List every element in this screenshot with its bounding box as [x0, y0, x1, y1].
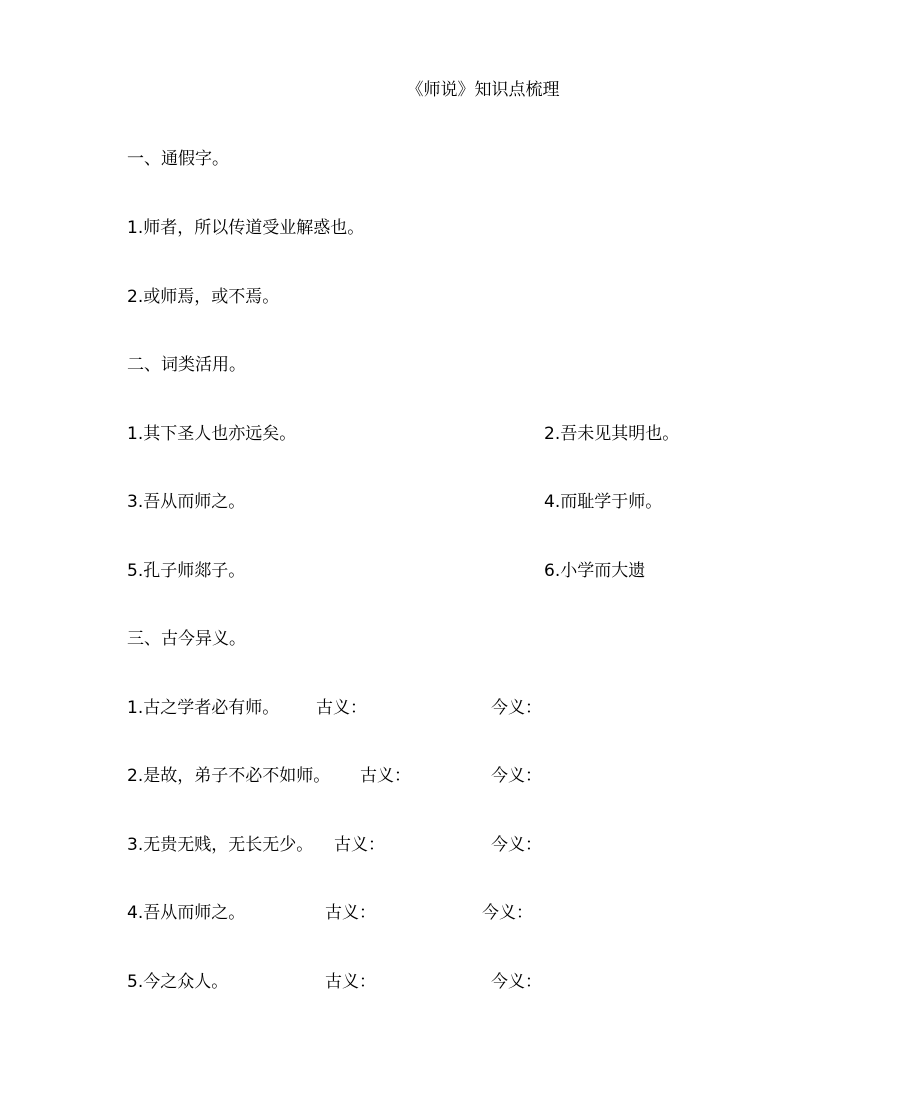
section-heading-gujinyiyi: 三、古今异义。: [127, 629, 246, 649]
page-title: 《师说》知识点梳理: [406, 80, 560, 100]
list-item: 3.无贵无贱，无长无少。: [127, 835, 314, 855]
list-item: 5.孔子师郯子。: [127, 561, 246, 581]
list-item: 3.吾从而师之。: [127, 492, 246, 512]
list-item: 1.其下圣人也亦远矣。: [127, 424, 297, 444]
ancient-meaning-label: 古义：: [325, 972, 376, 992]
modern-meaning-label: 今义：: [491, 835, 542, 855]
list-item: 4.吾从而师之。: [127, 903, 246, 923]
section-heading-tongjiazi: 一、通假字。: [127, 149, 229, 169]
list-item: 1.师者，所以传道受业解惑也。: [127, 218, 365, 238]
modern-meaning-label: 今义：: [491, 972, 542, 992]
ancient-meaning-label: 古义：: [334, 835, 385, 855]
ancient-meaning-label: 古义：: [316, 698, 367, 718]
list-item: 6.小学而大遗: [544, 561, 646, 581]
modern-meaning-label: 今义：: [482, 903, 533, 923]
section-heading-cileihuoyong: 二、词类活用。: [127, 355, 246, 375]
list-item: 4.而耻学于师。: [544, 492, 663, 512]
ancient-meaning-label: 古义：: [360, 766, 411, 786]
list-item: 2.是故，弟子不必不如师。: [127, 766, 331, 786]
list-item: 2.吾未见其明也。: [544, 424, 680, 444]
modern-meaning-label: 今义：: [491, 698, 542, 718]
list-item: 2.或师焉，或不焉。: [127, 287, 280, 307]
ancient-meaning-label: 古义：: [325, 903, 376, 923]
modern-meaning-label: 今义：: [491, 766, 542, 786]
list-item: 5.今之众人。: [127, 972, 229, 992]
list-item: 1.古之学者必有师。: [127, 698, 280, 718]
